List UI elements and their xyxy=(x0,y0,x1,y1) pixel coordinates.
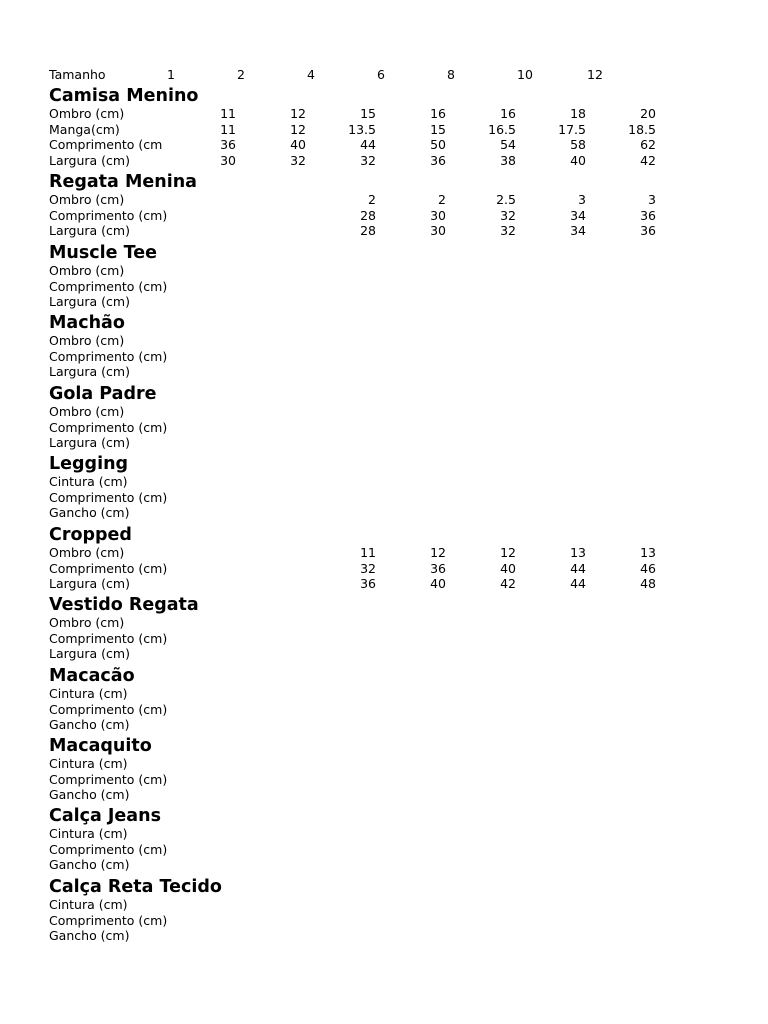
measurement-value: 30 xyxy=(430,207,446,223)
measurement-value: 12 xyxy=(430,545,446,560)
measurement-row xyxy=(0,349,768,365)
measurement-label: Comprimento (cm) xyxy=(49,278,168,294)
measurement-value: 36 xyxy=(360,576,376,592)
measurement-value: 2.5 xyxy=(496,192,516,207)
measurement-row xyxy=(0,333,768,349)
measurement-value: 3 xyxy=(648,192,656,207)
section-title: Calça Reta Tecido xyxy=(49,877,222,897)
measurement-row xyxy=(0,842,768,858)
measurement-label: Comprimento (cm) xyxy=(49,701,168,717)
measurement-value: 17.5 xyxy=(558,121,586,137)
measurement-value: 36 xyxy=(640,207,656,223)
measurement-value: 32 xyxy=(290,153,306,169)
measurement-label: Comprimento (cm) xyxy=(49,489,168,505)
measurement-row xyxy=(0,756,768,772)
measurement-row xyxy=(0,364,768,380)
measurement-value: 50 xyxy=(430,137,446,153)
measurement-row xyxy=(0,192,768,208)
measurement-value: 15 xyxy=(430,121,446,137)
measurement-value: 32 xyxy=(500,207,516,223)
measurement-value: 13 xyxy=(570,545,586,560)
measurement-label: Largura (cm) xyxy=(49,364,130,380)
measurement-label: Comprimento (cm xyxy=(49,137,163,153)
measurement-label: Ombro (cm) xyxy=(49,333,125,348)
section-title: Cropped xyxy=(49,525,132,545)
measurement-label: Cintura (cm) xyxy=(49,826,128,841)
measurement-value: 48 xyxy=(640,576,656,592)
measurement-row xyxy=(0,263,768,279)
measurement-label: Largura (cm) xyxy=(49,435,130,451)
measurement-row xyxy=(0,787,768,803)
measurement-value: 40 xyxy=(570,153,586,169)
measurement-label: Comprimento (cm) xyxy=(49,419,168,435)
size-header-cell: 6 xyxy=(377,67,385,82)
measurement-value: 32 xyxy=(360,153,376,169)
measurement-value: 16 xyxy=(500,106,516,121)
measurement-row xyxy=(0,490,768,506)
section-title: Legging xyxy=(49,454,129,474)
measurement-row xyxy=(0,294,768,310)
measurement-label: Largura (cm) xyxy=(49,153,130,169)
measurement-value: 20 xyxy=(640,106,656,121)
measurement-label: Comprimento (cm) xyxy=(49,630,168,646)
measurement-row xyxy=(0,404,768,420)
measurement-row xyxy=(0,279,768,295)
measurement-label: Largura (cm) xyxy=(49,646,130,662)
measurement-row xyxy=(0,576,768,592)
measurement-value: 3 xyxy=(578,192,586,207)
measurement-row xyxy=(0,420,768,436)
measurement-value: 44 xyxy=(570,560,586,576)
measurement-value: 46 xyxy=(640,560,656,576)
measurement-value: 2 xyxy=(368,192,376,207)
measurement-row xyxy=(0,631,768,647)
size-header-cell: 2 xyxy=(237,67,245,82)
measurement-row xyxy=(0,646,768,662)
measurement-label: Ombro (cm) xyxy=(49,615,125,630)
measurement-value: 13.5 xyxy=(348,121,376,137)
measurement-value: 40 xyxy=(500,560,516,576)
measurement-value: 16.5 xyxy=(488,121,516,137)
measurement-value: 30 xyxy=(220,153,236,169)
measurement-row xyxy=(0,826,768,842)
measurement-label: Gancho (cm) xyxy=(49,505,130,521)
measurement-label: Comprimento (cm) xyxy=(49,560,168,576)
measurement-value: 34 xyxy=(570,223,586,239)
measurement-value: 42 xyxy=(640,153,656,169)
measurement-value: 40 xyxy=(290,137,306,153)
measurement-value: 18.5 xyxy=(628,121,656,137)
measurement-value: 12 xyxy=(290,121,306,137)
measurement-value: 40 xyxy=(430,576,446,592)
size-header-row xyxy=(0,67,768,83)
measurement-label: Comprimento (cm) xyxy=(49,771,168,787)
measurement-row xyxy=(0,928,768,944)
measurement-value: 36 xyxy=(220,137,236,153)
size-header-cell: 12 xyxy=(587,67,603,82)
measurement-value: 11 xyxy=(220,106,236,121)
measurement-label: Largura (cm) xyxy=(49,223,130,239)
measurement-value: 12 xyxy=(290,106,306,121)
measurement-row xyxy=(0,897,768,913)
section-title: Vestido Regata xyxy=(49,595,199,615)
section-title: Machão xyxy=(49,313,125,333)
measurement-value: 11 xyxy=(220,121,236,137)
measurement-row xyxy=(0,137,768,153)
section-title: Camisa Menino xyxy=(49,86,199,106)
size-header-cell: 1 xyxy=(167,67,175,82)
measurement-label: Largura (cm) xyxy=(49,576,130,592)
measurement-value: 11 xyxy=(360,545,376,560)
section-title: Calça Jeans xyxy=(49,806,161,826)
measurement-row xyxy=(0,717,768,733)
measurement-value: 62 xyxy=(640,137,656,153)
measurement-value: 18 xyxy=(570,106,586,121)
measurement-value: 30 xyxy=(430,223,446,239)
measurement-value: 44 xyxy=(570,576,586,592)
measurement-value: 15 xyxy=(360,106,376,121)
measurement-label: Ombro (cm) xyxy=(49,106,125,121)
size-header-cell: 4 xyxy=(307,67,315,82)
measurement-value: 34 xyxy=(570,207,586,223)
section-title: Muscle Tee xyxy=(49,243,157,263)
measurement-value: 28 xyxy=(360,223,376,239)
measurement-value: 58 xyxy=(570,137,586,153)
measurement-value: 32 xyxy=(360,560,376,576)
measurement-value: 12 xyxy=(500,545,516,560)
measurement-value: 2 xyxy=(438,192,446,207)
measurement-label: Comprimento (cm) xyxy=(49,348,168,364)
measurement-value: 32 xyxy=(500,223,516,239)
measurement-row xyxy=(0,913,768,929)
size-header-cell: 8 xyxy=(447,67,455,82)
measurement-row xyxy=(0,615,768,631)
measurement-value: 54 xyxy=(500,137,516,153)
measurement-row xyxy=(0,505,768,521)
section-title: Gola Padre xyxy=(49,384,157,404)
measurement-value: 36 xyxy=(430,153,446,169)
section-title: Regata Menina xyxy=(49,172,197,192)
measurement-label: Gancho (cm) xyxy=(49,787,130,803)
size-header-label: Tamanho xyxy=(49,67,106,82)
measurement-row xyxy=(0,122,768,138)
measurement-label: Ombro (cm) xyxy=(49,545,125,560)
measurement-row xyxy=(0,474,768,490)
measurement-label: Cintura (cm) xyxy=(49,474,128,489)
measurement-label: Ombro (cm) xyxy=(49,263,125,278)
measurement-label: Comprimento (cm) xyxy=(49,841,168,857)
measurement-label: Gancho (cm) xyxy=(49,717,130,733)
measurement-label: Gancho (cm) xyxy=(49,857,130,873)
section-title: Macaquito xyxy=(49,736,152,756)
measurement-value: 44 xyxy=(360,137,376,153)
measurement-value: 42 xyxy=(500,576,516,592)
measurement-label: Comprimento (cm) xyxy=(49,207,168,223)
measurement-row xyxy=(0,435,768,451)
measurement-row xyxy=(0,857,768,873)
measurement-label: Cintura (cm) xyxy=(49,897,128,912)
measurement-row xyxy=(0,223,768,239)
size-header-cell: 10 xyxy=(517,67,533,82)
measurement-label: Cintura (cm) xyxy=(49,756,128,771)
measurement-row xyxy=(0,208,768,224)
measurement-row xyxy=(0,561,768,577)
section-title: Macacão xyxy=(49,666,135,686)
measurement-row xyxy=(0,686,768,702)
measurement-value: 28 xyxy=(360,207,376,223)
measurement-label: Comprimento (cm) xyxy=(49,912,168,928)
measurement-value: 36 xyxy=(430,560,446,576)
measurement-value: 38 xyxy=(500,153,516,169)
measurement-label: Gancho (cm) xyxy=(49,928,130,944)
measurement-row xyxy=(0,545,768,561)
measurement-row xyxy=(0,153,768,169)
measurement-value: 16 xyxy=(430,106,446,121)
measurement-label: Ombro (cm) xyxy=(49,404,125,419)
measurement-row xyxy=(0,106,768,122)
measurement-label: Cintura (cm) xyxy=(49,686,128,701)
measurement-value: 13 xyxy=(640,545,656,560)
measurement-row xyxy=(0,772,768,788)
measurement-label: Ombro (cm) xyxy=(49,192,125,207)
measurement-label: Manga(cm) xyxy=(49,121,120,137)
measurement-row xyxy=(0,702,768,718)
measurement-value: 36 xyxy=(640,223,656,239)
measurement-label: Largura (cm) xyxy=(49,294,130,310)
